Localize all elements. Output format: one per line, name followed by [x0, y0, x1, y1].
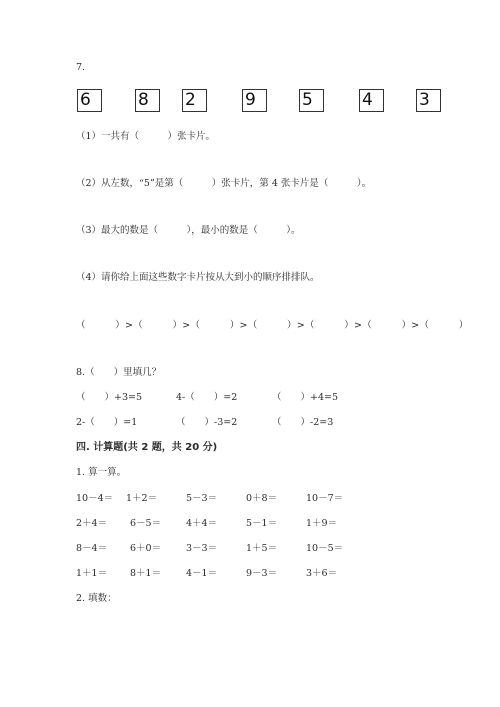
- calc-item: 8＋1＝: [130, 568, 162, 579]
- calc-item: 9－3＝: [246, 568, 278, 579]
- calc-item: 10－4＝: [76, 493, 114, 504]
- q7-sub3: （3）最大的数是（ ），最小的数是（ ）。: [76, 225, 301, 236]
- section-4-heading: 四. 计算题(共 2 题，共 20 分): [76, 442, 218, 453]
- calc-item: 1＋1＝: [76, 568, 108, 579]
- calc-item: 4＋4＝: [186, 518, 218, 529]
- calc-item: 10－5＝: [306, 543, 344, 554]
- number-card: 5: [299, 89, 324, 112]
- q7-sub2: （2）从左数，“5”是第（ ）张卡片，第 4 张卡片是（ ）。: [76, 178, 372, 189]
- calc-item: 3－3＝: [186, 543, 218, 554]
- calc-item: 10－7＝: [306, 493, 344, 504]
- number-card: 9: [242, 89, 267, 112]
- number-card: 6: [77, 89, 102, 112]
- q7-order-line: （ ）>（ ）>（ ）>（ ）>（ ）>（ ）>（ ）: [76, 320, 469, 331]
- q8-item: （ ）-2=3: [272, 417, 334, 428]
- q7-sub1: （1）一共有（ ）张卡片。: [76, 131, 216, 142]
- calc-item: 6－5＝: [130, 518, 162, 529]
- calc-item: 5－1＝: [246, 518, 278, 529]
- q8-item: 4-（ ）=2: [176, 392, 238, 403]
- question-8-title: 8.（ ）里填几？: [76, 367, 162, 378]
- calc-item: 8－4＝: [76, 543, 108, 554]
- calc-item: 1＋9＝: [306, 518, 338, 529]
- number-card: 3: [416, 89, 441, 112]
- question-7-number: 7.: [76, 62, 86, 73]
- calc-item: 5－3＝: [186, 493, 218, 504]
- q8-item: （ ）+4=5: [272, 392, 339, 403]
- number-card: 4: [359, 89, 384, 112]
- calc-item: 2＋4＝: [76, 518, 108, 529]
- calc-item: 3＋6＝: [306, 568, 338, 579]
- q8-item: 2-（ ）=1: [76, 417, 138, 428]
- q8-item: （ ）+3=5: [76, 392, 143, 403]
- number-card: 2: [182, 89, 207, 112]
- calc-item: 4－1＝: [186, 568, 218, 579]
- calc-item: 1＋2＝: [126, 493, 158, 504]
- q8-item: （ ）-3=2: [176, 417, 238, 428]
- number-card: 8: [135, 89, 160, 112]
- section-4-sub1: 1. 算一算。: [76, 467, 127, 478]
- calc-item: 0＋8＝: [246, 493, 278, 504]
- calc-item: 6＋0＝: [130, 543, 162, 554]
- calc-item: 1＋5＝: [246, 543, 278, 554]
- section-4-sub2: 2. 填数：: [76, 593, 117, 604]
- q7-sub4: （4）请你给上面这些数字卡片按从大到小的顺序排排队。: [76, 272, 320, 283]
